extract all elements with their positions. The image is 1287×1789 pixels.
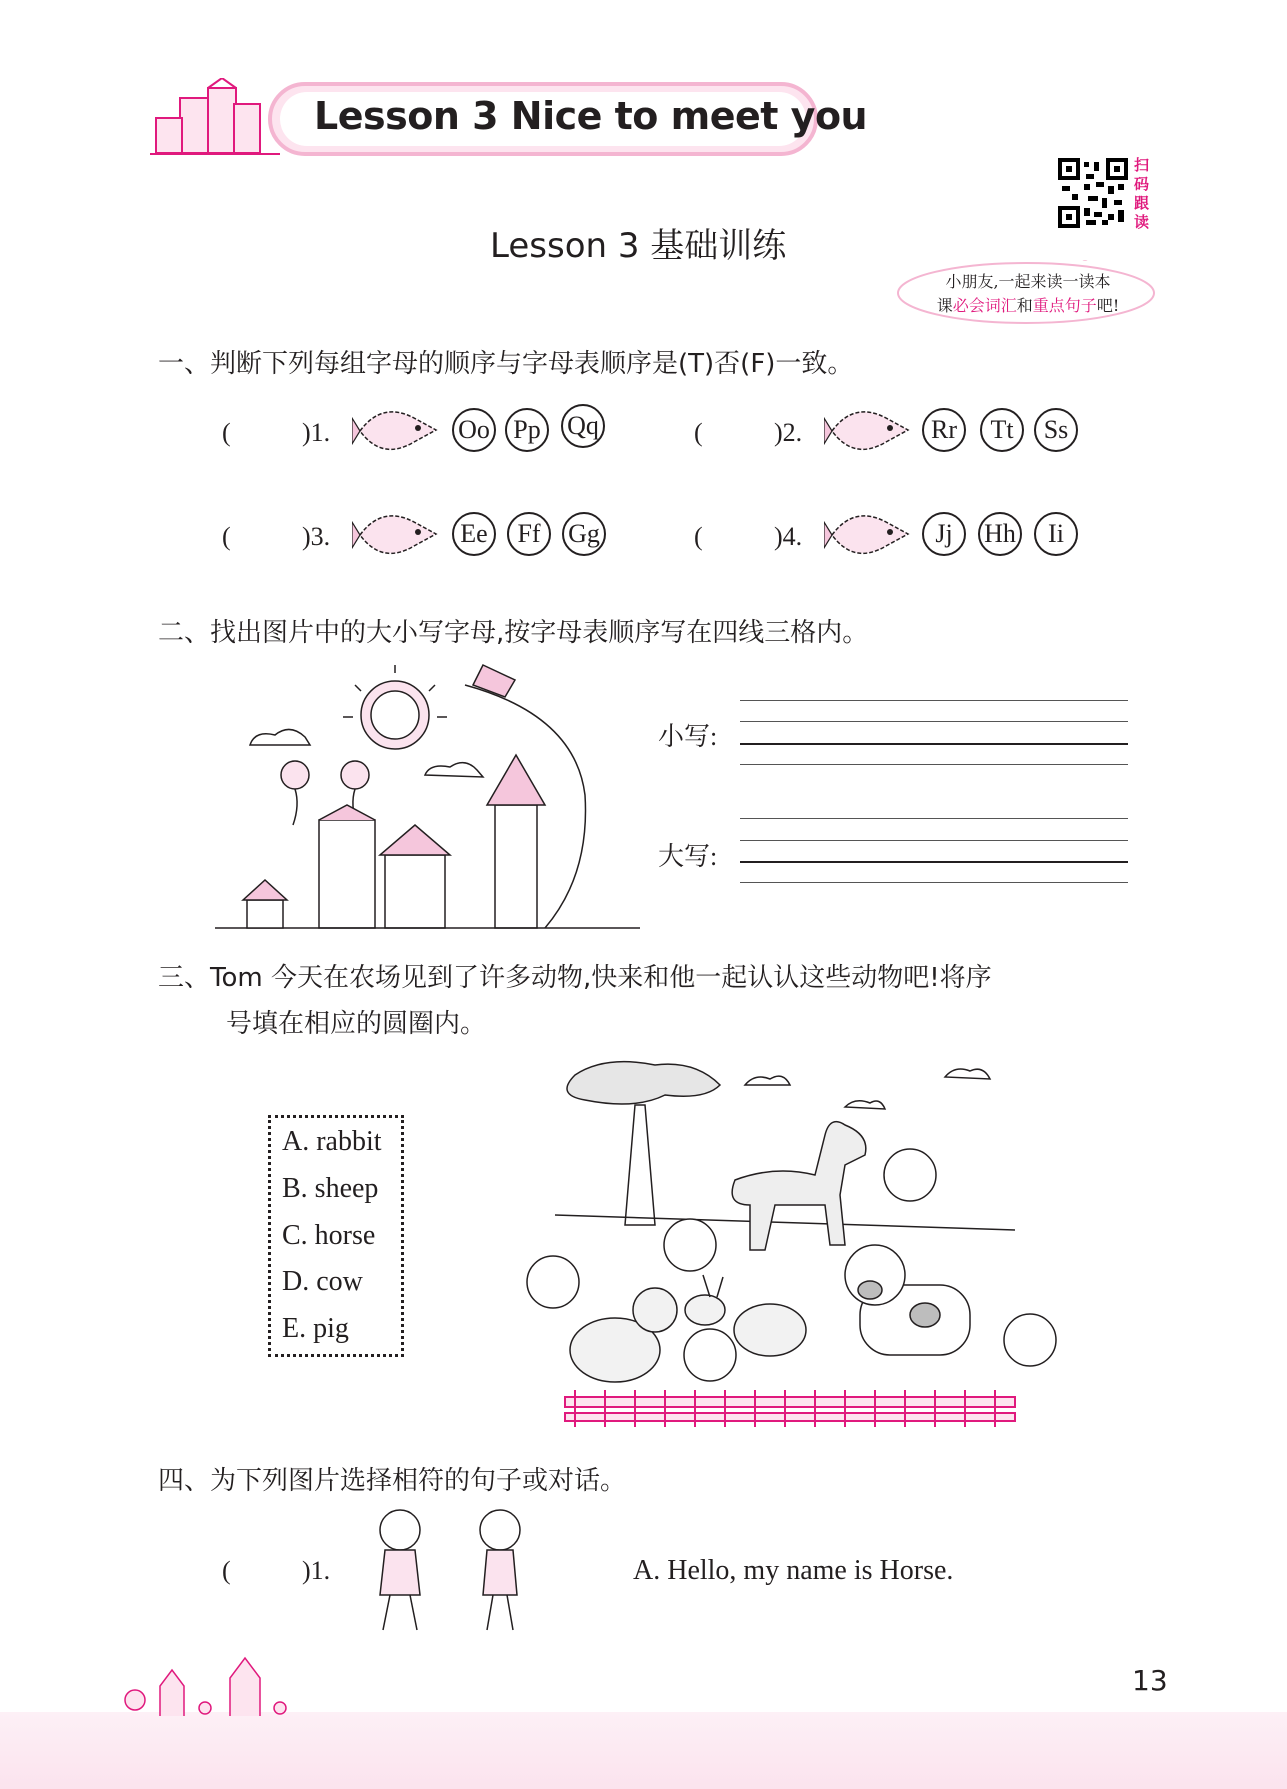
footer-band bbox=[0, 1712, 1287, 1789]
bubble-line-2: 课必会词汇和重点句子吧! bbox=[936, 296, 1120, 315]
guide-line bbox=[740, 721, 1128, 722]
letter-circle: Tt bbox=[980, 408, 1024, 452]
word-option: B. sheep bbox=[282, 1173, 379, 1204]
guide-line bbox=[740, 743, 1128, 745]
letter-circle: Rr bbox=[922, 408, 966, 452]
item-label: )1. bbox=[302, 418, 331, 447]
uppercase-label: 大写: bbox=[658, 842, 718, 871]
footer-decoration bbox=[120, 1648, 340, 1718]
bubble-line-1: 小朋友,一起来读一读本 bbox=[945, 272, 1111, 291]
letter-circle: Ff bbox=[507, 512, 551, 556]
section1-heading: 一、判断下列每组字母的顺序与字母表顺序是(T)否(F)一致。 bbox=[158, 349, 854, 379]
letter-circle: Oo bbox=[452, 408, 496, 452]
word-option: D. cow bbox=[282, 1266, 363, 1297]
qr-code-icon[interactable] bbox=[1058, 158, 1128, 228]
answer-paren-open: ( bbox=[222, 418, 231, 447]
fish-icon bbox=[352, 500, 442, 570]
item-label: )3. bbox=[302, 522, 331, 551]
lowercase-label: 小写: bbox=[658, 722, 718, 751]
farm-illustration bbox=[525, 1055, 1065, 1430]
letter-circle: Jj bbox=[922, 512, 966, 556]
letter-circle: Ee bbox=[452, 512, 496, 556]
fish-icon bbox=[824, 396, 914, 466]
item-label: )4. bbox=[774, 522, 803, 551]
section2-heading: 二、找出图片中的大小写字母,按字母表顺序写在四线三格内。 bbox=[158, 618, 869, 648]
letter-circle: Gg bbox=[562, 512, 606, 556]
answer-paren-open: ( bbox=[694, 522, 703, 551]
guide-line bbox=[740, 764, 1128, 765]
section3-heading-line-2: 号填在相应的圆圈内。 bbox=[226, 1009, 487, 1039]
word-option: A. rabbit bbox=[282, 1126, 382, 1157]
section3-heading-line-1: 三、Tom 今天在农场见到了许多动物,快来和他一起认认这些动物吧!将序 bbox=[158, 963, 992, 993]
letter-circle: Ii bbox=[1034, 512, 1078, 556]
exercise-subtitle: Lesson 3 基础训练 bbox=[490, 226, 787, 266]
word-option: C. horse bbox=[282, 1220, 376, 1251]
guide-line bbox=[740, 861, 1128, 863]
guide-line bbox=[740, 840, 1128, 841]
answer-paren-open: ( bbox=[222, 522, 231, 551]
guide-line bbox=[740, 818, 1128, 819]
lesson-title: Lesson 3 Nice to meet you bbox=[314, 94, 868, 138]
guide-line bbox=[740, 882, 1128, 883]
letter-circle: Qq bbox=[561, 404, 605, 448]
word-option: E. pig bbox=[282, 1313, 349, 1344]
guide-line bbox=[740, 700, 1128, 701]
letter-town-illustration bbox=[215, 655, 640, 930]
section4-heading: 四、为下列图片选择相符的句子或对话。 bbox=[158, 1466, 627, 1496]
letter-circle: Pp bbox=[505, 408, 549, 452]
letter-circle: Hh bbox=[978, 512, 1022, 556]
fish-icon bbox=[824, 500, 914, 570]
fish-icon bbox=[352, 396, 442, 466]
page-number: 13 bbox=[1132, 1664, 1168, 1697]
answer-paren-open: ( bbox=[694, 418, 703, 447]
characters-greeting-illustration bbox=[355, 1505, 545, 1635]
bubble-text bbox=[904, 270, 1152, 318]
letter-circle: Ss bbox=[1034, 408, 1078, 452]
option-a: A. Hello, my name is Horse. bbox=[633, 1555, 954, 1586]
qr-label: 扫码跟读 bbox=[1134, 156, 1150, 231]
answer-paren-open: ( bbox=[222, 1556, 231, 1585]
item-label: )1. bbox=[302, 1556, 331, 1585]
item-label: )2. bbox=[774, 418, 803, 447]
buildings-icon bbox=[150, 78, 280, 154]
